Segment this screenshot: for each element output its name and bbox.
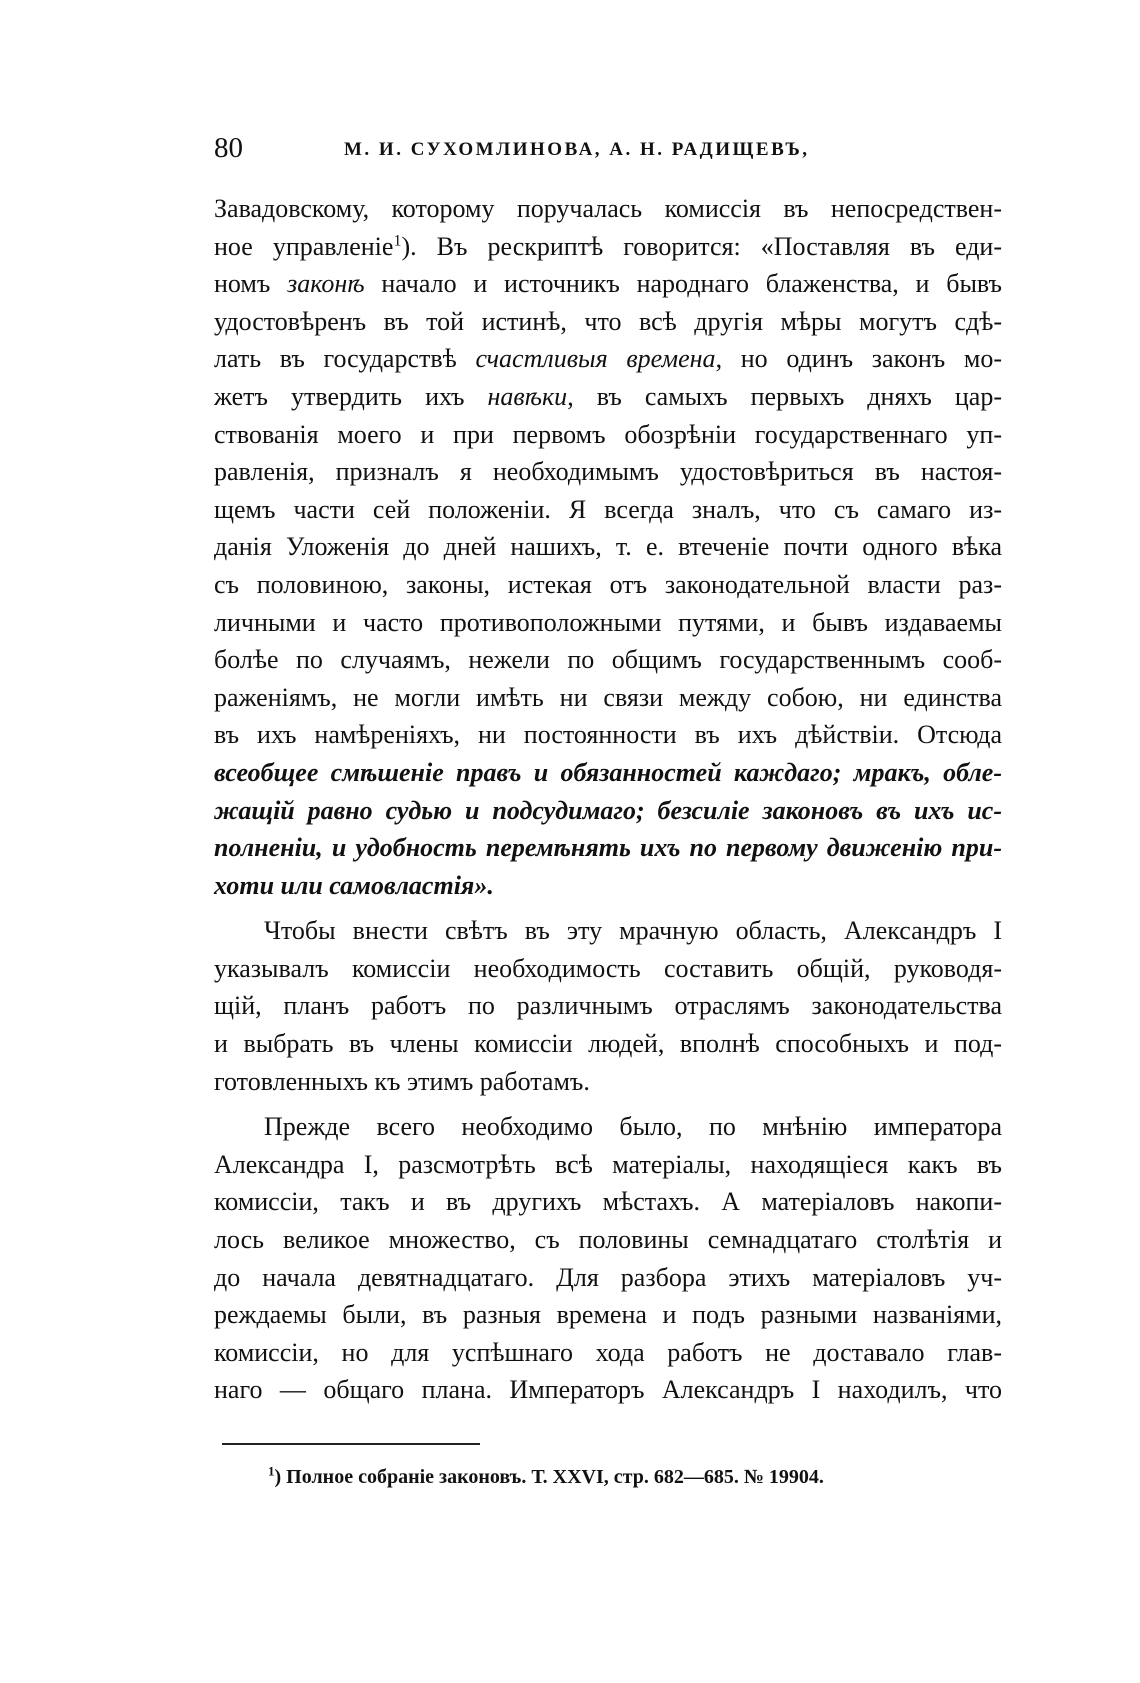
text-line: лось великое множество, съ половины семнадцатаго столѣтія и	[214, 1225, 1002, 1255]
text-line: щій, планъ работъ по различнымъ отраслямъ законодательства	[214, 991, 1002, 1021]
text-line: данія Уложенія до дней нашихъ, т. е. втеченіе почти одного вѣка	[214, 532, 1002, 562]
text-line: равленія, призналъ я необходимымъ удостовѣриться въ настоя-	[214, 457, 1002, 487]
footnote-reference: 1	[393, 231, 402, 249]
text-line: удостовѣренъ въ той истинѣ, что всѣ другія мѣры могутъ сдѣ-	[214, 306, 1002, 336]
running-title: М. И. СУХОМЛИНОВА, А. Н. РАДИЩЕВЪ,	[344, 139, 810, 160]
text-line: ное управленіе$^1$). Въ рескриптѣ говорится: «Поставляя въ еди-	[214, 231, 1003, 261]
text-line: ствованія моего и при первомъ обозрѣніи государственнаго уп-	[214, 419, 1002, 449]
text-line-emphasis: полненіи, и удобность перемѣнять ихъ по первому движенію при-	[214, 833, 1002, 863]
text-line: номъ законѣ начало и источникъ народнаго блаженства, и бывъ	[214, 269, 1002, 299]
text-line-emphasis: хоти или самовластія».	[214, 870, 494, 900]
text-line: болѣе по случаямъ, нежели по общимъ государственнымъ сооб-	[214, 645, 1002, 675]
text-line: раженіямъ, не могли имѣть ни связи между собою, ни единства	[214, 682, 1002, 712]
text-line: комиссіи, такъ и въ другихъ мѣстахъ. А матеріаловъ накопи-	[214, 1187, 1002, 1217]
footnote	[268, 1464, 824, 1490]
text-line: до начала девятнадцатаго. Для разбора этихъ матеріаловъ уч-	[214, 1262, 1002, 1292]
text-line: и выбрать въ члены комиссіи людей, вполнѣ способныхъ и под-	[214, 1029, 1002, 1059]
emphasis: навѣки	[487, 381, 568, 411]
paragraph-start: Прежде всего необходимо было, по мнѣнію императора	[264, 1112, 1002, 1142]
page-header	[214, 132, 1004, 172]
footnote-text: ) Полное собраніе законовъ. Т. XXVI, стр. 682—685. № 19904.	[274, 1466, 824, 1488]
paragraph-start: Чтобы внести свѣтъ въ эту мрачную область, Александръ I	[264, 916, 1002, 946]
text-line: наго — общаго плана. Императоръ Александръ I находилъ, что	[214, 1375, 1002, 1405]
text-line: комиссіи, но для успѣшнаго хода работъ не доставало глав-	[214, 1337, 1002, 1367]
emphasis: счастливыя времена	[475, 344, 716, 374]
main-text	[214, 190, 1002, 1409]
text-line: реждаемы были, въ разныя времена и подъ разными названіями,	[214, 1300, 1002, 1330]
text-line: указывалъ комиссіи необходимость составить общій, руководя-	[214, 953, 1002, 983]
text-line: съ половиною, законы, истекая отъ законодательной власти раз-	[214, 569, 1002, 599]
emphasis: законѣ	[287, 269, 365, 299]
text-line: жетъ утвердить ихъ навѣки, въ самыхъ первыхъ дняхъ цар-	[214, 381, 1003, 411]
text-line: въ ихъ намѣреніяхъ, ни постоянности въ ихъ дѣйствіи. Отсюда	[214, 720, 1002, 750]
footnote-marker: 1	[268, 1463, 275, 1479]
text-line: личными и часто противоположными путями, и бывъ издаваемы	[214, 607, 1002, 637]
text-line-emphasis: всеобщее смѣшеніе правъ и обязанностей каждаго; мракъ, обле-	[214, 757, 1002, 787]
page-number: 80	[214, 132, 243, 164]
text-line-emphasis: жащій равно судью и подсудимаго; безсиліе законовъ въ ихъ ис-	[214, 795, 1002, 825]
text-line: щемъ части сей положеніи. Я всегда зналъ, что съ самаго из-	[214, 494, 1002, 524]
text-line: Александра I, разсмотрѣть всѣ матеріалы, находящіеся какъ въ	[214, 1149, 1002, 1179]
text-line: лать въ государствѣ счастливыя времена, но одинъ законъ мо-	[214, 344, 1002, 374]
footnote-divider	[222, 1443, 480, 1445]
text-line: Завадовскому, которому поручалась комиссія въ непосредствен-	[214, 194, 1002, 223]
text-line: готовленныхъ къ этимъ работамъ.	[214, 1066, 590, 1096]
